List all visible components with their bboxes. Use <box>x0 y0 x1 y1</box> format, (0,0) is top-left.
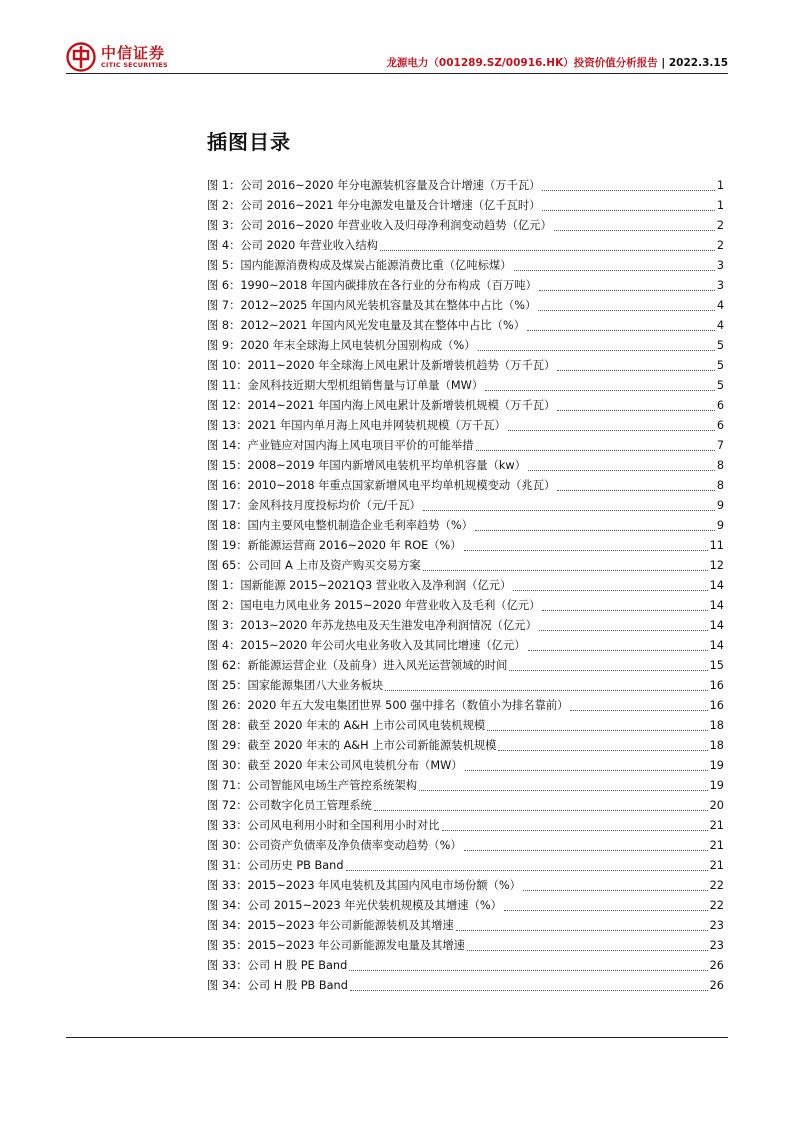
toc-entry[interactable] <box>207 976 724 996</box>
toc-entry-label: 图 62：新能源运营企业（及前身）进入风光运营领域的时间 <box>207 659 508 672</box>
toc-dot-leader <box>554 230 715 231</box>
toc-entry[interactable] <box>207 316 724 336</box>
toc-entry-page-number: 7 <box>716 439 724 452</box>
toc-dot-leader <box>487 730 707 731</box>
toc-entry-label: 图 26：2020 年五大发电集团世界 500 强中排名（数值小为排名靠前） <box>207 699 569 712</box>
toc-dot-leader <box>349 970 707 971</box>
toc-dot-leader <box>528 470 715 471</box>
toc-entry-label: 图 31：公司历史 PB Band <box>207 859 344 872</box>
toc-entry-label: 图 12：2014~2021 年国内海上风电累计及新增装机规模（万千瓦） <box>207 399 556 412</box>
toc-entry-page-number: 14 <box>709 619 724 632</box>
toc-entry-label: 图 72：公司数字化员工管理系统 <box>207 799 372 812</box>
footer-divider <box>66 1037 728 1038</box>
toc-entry-label: 图 1：公司 2016~2020 年分电源装机容量及合计增速（万千瓦） <box>207 179 541 192</box>
citic-logo <box>66 40 176 72</box>
toc-entry-page-number: 23 <box>709 939 724 952</box>
toc-entry-page-number: 4 <box>716 319 724 332</box>
toc-dot-leader <box>557 370 714 371</box>
report-title: 龙源电力（001289.SZ/00916.HK）投资价值分析报告 <box>386 57 658 69</box>
toc-entry-page-number: 5 <box>716 359 724 372</box>
toc-dot-leader <box>542 610 707 611</box>
toc-dot-leader <box>542 190 714 191</box>
toc-dot-leader <box>485 390 715 391</box>
toc-entry-label: 图 34：2015~2023 年公司新能源装机及其增速 <box>207 919 454 932</box>
toc-dot-leader <box>509 670 707 671</box>
toc-entry-label: 图 35：2015~2023 年公司新能源发电量及其增速 <box>207 939 465 952</box>
toc-entry[interactable] <box>207 196 724 216</box>
toc-entry[interactable] <box>207 956 724 976</box>
toc-entry[interactable] <box>207 456 724 476</box>
toc-entry-page-number: 18 <box>709 719 724 732</box>
toc-entry[interactable] <box>207 436 724 456</box>
toc-entry[interactable] <box>207 516 724 536</box>
toc-dot-leader <box>513 590 707 591</box>
toc-entry-page-number: 15 <box>709 659 724 672</box>
toc-entry-label: 图 2：公司 2016~2021 年分电源发电量及合计增速（亿千瓦时） <box>207 199 541 212</box>
toc-entry-label: 图 5：国内能源消费构成及煤炭占能源消费比重（亿吨标煤） <box>207 259 512 272</box>
toc-dot-leader <box>385 690 708 691</box>
toc-entry[interactable] <box>207 336 724 356</box>
toc-entry[interactable] <box>207 356 724 376</box>
toc-entry-page-number: 26 <box>709 959 724 972</box>
toc-entry-label: 图 10：2011~2020 年全球海上风电累计及新增装机趋势（万千瓦） <box>207 359 556 372</box>
toc-dot-leader <box>527 330 715 331</box>
toc-entry-page-number: 20 <box>709 799 724 812</box>
toc-entry-label: 图 13：2021 年国内单月海上风电并网装机规模（万千瓦） <box>207 419 506 432</box>
toc-entry-label: 图 33：公司风电利用小时和全国利用小时对比 <box>207 819 440 832</box>
toc-dot-leader <box>456 930 708 931</box>
toc-entry-label: 图 11：金风科技近期大型机组销售量与订单量（MW） <box>207 379 484 392</box>
toc-dot-leader <box>475 530 715 531</box>
toc-dot-leader <box>557 410 714 411</box>
toc-entry[interactable] <box>207 296 724 316</box>
toc-entry[interactable] <box>207 836 724 856</box>
toc-dot-leader <box>478 350 715 351</box>
toc-dot-leader <box>423 570 708 571</box>
toc-entry[interactable] <box>207 716 724 736</box>
figure-list <box>207 176 724 996</box>
toc-entry-label: 图 34：公司 2015~2023 年光伏装机规模及其增速（%） <box>207 899 502 912</box>
toc-entry[interactable] <box>207 816 724 836</box>
toc-entry-page-number: 21 <box>709 859 724 872</box>
toc-dot-leader <box>539 290 715 291</box>
toc-entry-page-number: 18 <box>709 739 724 752</box>
toc-entry[interactable] <box>207 276 724 296</box>
toc-entry[interactable] <box>207 916 724 936</box>
toc-entry-label: 图 2：国电电力风电业务 2015~2020 年营业收入及毛利（亿元） <box>207 599 541 612</box>
toc-entry-page-number: 4 <box>716 299 724 312</box>
toc-entry-label: 图 7：2012~2025 年国内风光装机容量及其在整体中占比（%） <box>207 299 537 312</box>
toc-entry-label: 图 14：产业链应对国内海上风电项目平价的可能举措 <box>207 439 474 452</box>
toc-entry-label: 图 25：国家能源集团八大业务板块 <box>207 679 384 692</box>
toc-entry[interactable] <box>207 416 724 436</box>
toc-entry-label: 图 33：公司 H 股 PE Band <box>207 959 348 972</box>
toc-entry-page-number: 21 <box>709 839 724 852</box>
toc-entry[interactable] <box>207 216 724 236</box>
toc-entry-page-number: 14 <box>709 639 724 652</box>
toc-dot-leader <box>423 510 715 511</box>
toc-entry-page-number: 5 <box>716 379 724 392</box>
toc-entry-label: 图 9：2020 年末全球海上风电装机分国别构成（%） <box>207 339 476 352</box>
toc-entry-label: 图 34：公司 H 股 PB Band <box>207 979 348 992</box>
toc-entry-page-number: 2 <box>716 239 724 252</box>
toc-entry[interactable] <box>207 796 724 816</box>
toc-entry-page-number: 6 <box>716 419 724 432</box>
toc-dot-leader <box>539 630 708 631</box>
toc-entry[interactable] <box>207 856 724 876</box>
toc-entry-page-number: 2 <box>716 219 724 232</box>
toc-entry-label: 图 16：2010~2018 年重点国家新增风电平均单机规模变动（兆瓦） <box>207 479 556 492</box>
toc-dot-leader <box>350 990 708 991</box>
toc-entry[interactable] <box>207 616 724 636</box>
toc-entry-page-number: 3 <box>716 259 724 272</box>
toc-entry-page-number: 16 <box>709 699 724 712</box>
toc-entry-page-number: 1 <box>716 179 724 192</box>
toc-entry[interactable] <box>207 536 724 556</box>
toc-entry[interactable] <box>207 476 724 496</box>
toc-entry[interactable] <box>207 896 724 916</box>
toc-entry-page-number: 26 <box>709 979 724 992</box>
toc-entry-label: 图 33：2015~2023 年风电装机及其国内风电市场份额（%） <box>207 879 521 892</box>
toc-entry-label: 图 18：国内主要风电整机制造企业毛利率趋势（%） <box>207 519 473 532</box>
report-meta <box>386 55 728 70</box>
toc-entry-label: 图 29：截至 2020 年末的 A&H 上市公司新能源装机规模 <box>207 739 497 752</box>
toc-entry[interactable] <box>207 876 724 896</box>
toc-entry-label: 图 71：公司智能风电场生产管控系统架构 <box>207 779 418 792</box>
toc-dot-leader <box>557 490 714 491</box>
toc-entry[interactable] <box>207 596 724 616</box>
toc-dot-leader <box>346 870 708 871</box>
citic-logo-mark-icon <box>66 42 96 72</box>
toc-entry-page-number: 6 <box>716 399 724 412</box>
toc-dot-leader <box>504 910 708 911</box>
toc-dot-leader <box>514 270 715 271</box>
toc-entry-page-number: 9 <box>716 519 724 532</box>
toc-entry-label: 图 19：新能源运营商 2016~2020 年 ROE（%） <box>207 539 462 552</box>
toc-dot-leader <box>538 310 715 311</box>
toc-dot-leader <box>464 550 708 551</box>
toc-entry[interactable] <box>207 936 724 956</box>
toc-entry-label: 图 8：2012~2021 年国内风光发电量及其在整体中占比（%） <box>207 319 526 332</box>
toc-dot-leader <box>498 750 707 751</box>
logo-chinese-name: 中信证券 <box>101 44 166 62</box>
toc-dot-leader <box>380 250 715 251</box>
toc-entry[interactable] <box>207 396 724 416</box>
toc-entry-page-number: 8 <box>716 459 724 472</box>
header-divider <box>66 73 728 74</box>
toc-entry-page-number: 5 <box>716 339 724 352</box>
toc-entry-label: 图 65：公司回 A 上市及资产购买交易方案 <box>207 559 421 572</box>
toc-entry-page-number: 22 <box>709 899 724 912</box>
toc-entry[interactable] <box>207 676 724 696</box>
toc-entry-page-number: 19 <box>709 779 724 792</box>
toc-entry-label: 图 30：公司资产负债率及净负债率变动趋势（%） <box>207 839 462 852</box>
toc-entry[interactable] <box>207 776 724 796</box>
toc-dot-leader <box>467 950 708 951</box>
toc-entry-label: 图 3：公司 2016~2020 年营业收入及归母净利润变动趋势（亿元） <box>207 219 552 232</box>
toc-entry-label: 图 17：金风科技月度投标均价（元/千瓦） <box>207 499 421 512</box>
toc-dot-leader <box>523 890 708 891</box>
toc-entry[interactable] <box>207 576 724 596</box>
toc-entry[interactable] <box>207 176 724 196</box>
toc-entry-label: 图 4：2015~2020 年公司火电业务收入及其同比增速（亿元） <box>207 639 526 652</box>
toc-entry[interactable] <box>207 236 724 256</box>
toc-entry[interactable] <box>207 736 724 756</box>
toc-entry-page-number: 22 <box>709 879 724 892</box>
toc-entry[interactable] <box>207 656 724 676</box>
toc-entry-label: 图 30：截至 2020 年末公司风电装机分布（MW） <box>207 759 463 772</box>
toc-entry-label: 图 1：国新能源 2015~2021Q3 营业收入及净利润（亿元） <box>207 579 512 592</box>
toc-entry[interactable] <box>207 496 724 516</box>
toc-entry-page-number: 8 <box>716 479 724 492</box>
toc-entry[interactable] <box>207 556 724 576</box>
toc-entry-page-number: 3 <box>716 279 724 292</box>
toc-dot-leader <box>465 770 708 771</box>
toc-dot-leader <box>528 650 708 651</box>
toc-dot-leader <box>374 810 708 811</box>
toc-entry[interactable] <box>207 256 724 276</box>
toc-entry-page-number: 12 <box>709 559 724 572</box>
toc-entry-label: 图 3：2013~2020 年苏龙热电及天生港发电净利润情况（亿元） <box>207 619 537 632</box>
toc-entry-page-number: 14 <box>709 599 724 612</box>
toc-entry[interactable] <box>207 696 724 716</box>
header-separator: | <box>661 57 666 69</box>
toc-entry-label: 图 4：公司 2020 年营业收入结构 <box>207 239 378 252</box>
toc-dot-leader <box>508 430 715 431</box>
toc-entry[interactable] <box>207 376 724 396</box>
toc-entry-page-number: 14 <box>709 579 724 592</box>
toc-dot-leader <box>542 210 714 211</box>
toc-dot-leader <box>464 850 708 851</box>
toc-entry-page-number: 21 <box>709 819 724 832</box>
report-date: 2022.3.15 <box>668 57 728 69</box>
toc-entry-page-number: 19 <box>709 759 724 772</box>
toc-entry-label: 图 28：截至 2020 年末的 A&H 上市公司风电装机规模 <box>207 719 486 732</box>
toc-entry[interactable] <box>207 756 724 776</box>
toc-entry-page-number: 11 <box>709 539 724 552</box>
toc-entry-label: 图 15：2008~2019 年国内新增风电装机平均单机容量（kw） <box>207 459 526 472</box>
page-title: 插图目录 <box>207 130 291 154</box>
toc-entry-page-number: 23 <box>709 919 724 932</box>
toc-dot-leader <box>442 830 708 831</box>
toc-entry[interactable] <box>207 636 724 656</box>
toc-dot-leader <box>476 450 715 451</box>
page-header <box>66 40 728 76</box>
toc-entry-page-number: 9 <box>716 499 724 512</box>
logo-english-name: CITIC SECURITIES <box>101 61 168 69</box>
toc-dot-leader <box>570 710 707 711</box>
toc-entry-page-number: 16 <box>709 679 724 692</box>
toc-entry-page-number: 1 <box>716 199 724 212</box>
toc-entry-label: 图 6：1990~2018 年国内碳排放在各行业的分布构成（百万吨） <box>207 279 537 292</box>
toc-dot-leader <box>419 790 708 791</box>
